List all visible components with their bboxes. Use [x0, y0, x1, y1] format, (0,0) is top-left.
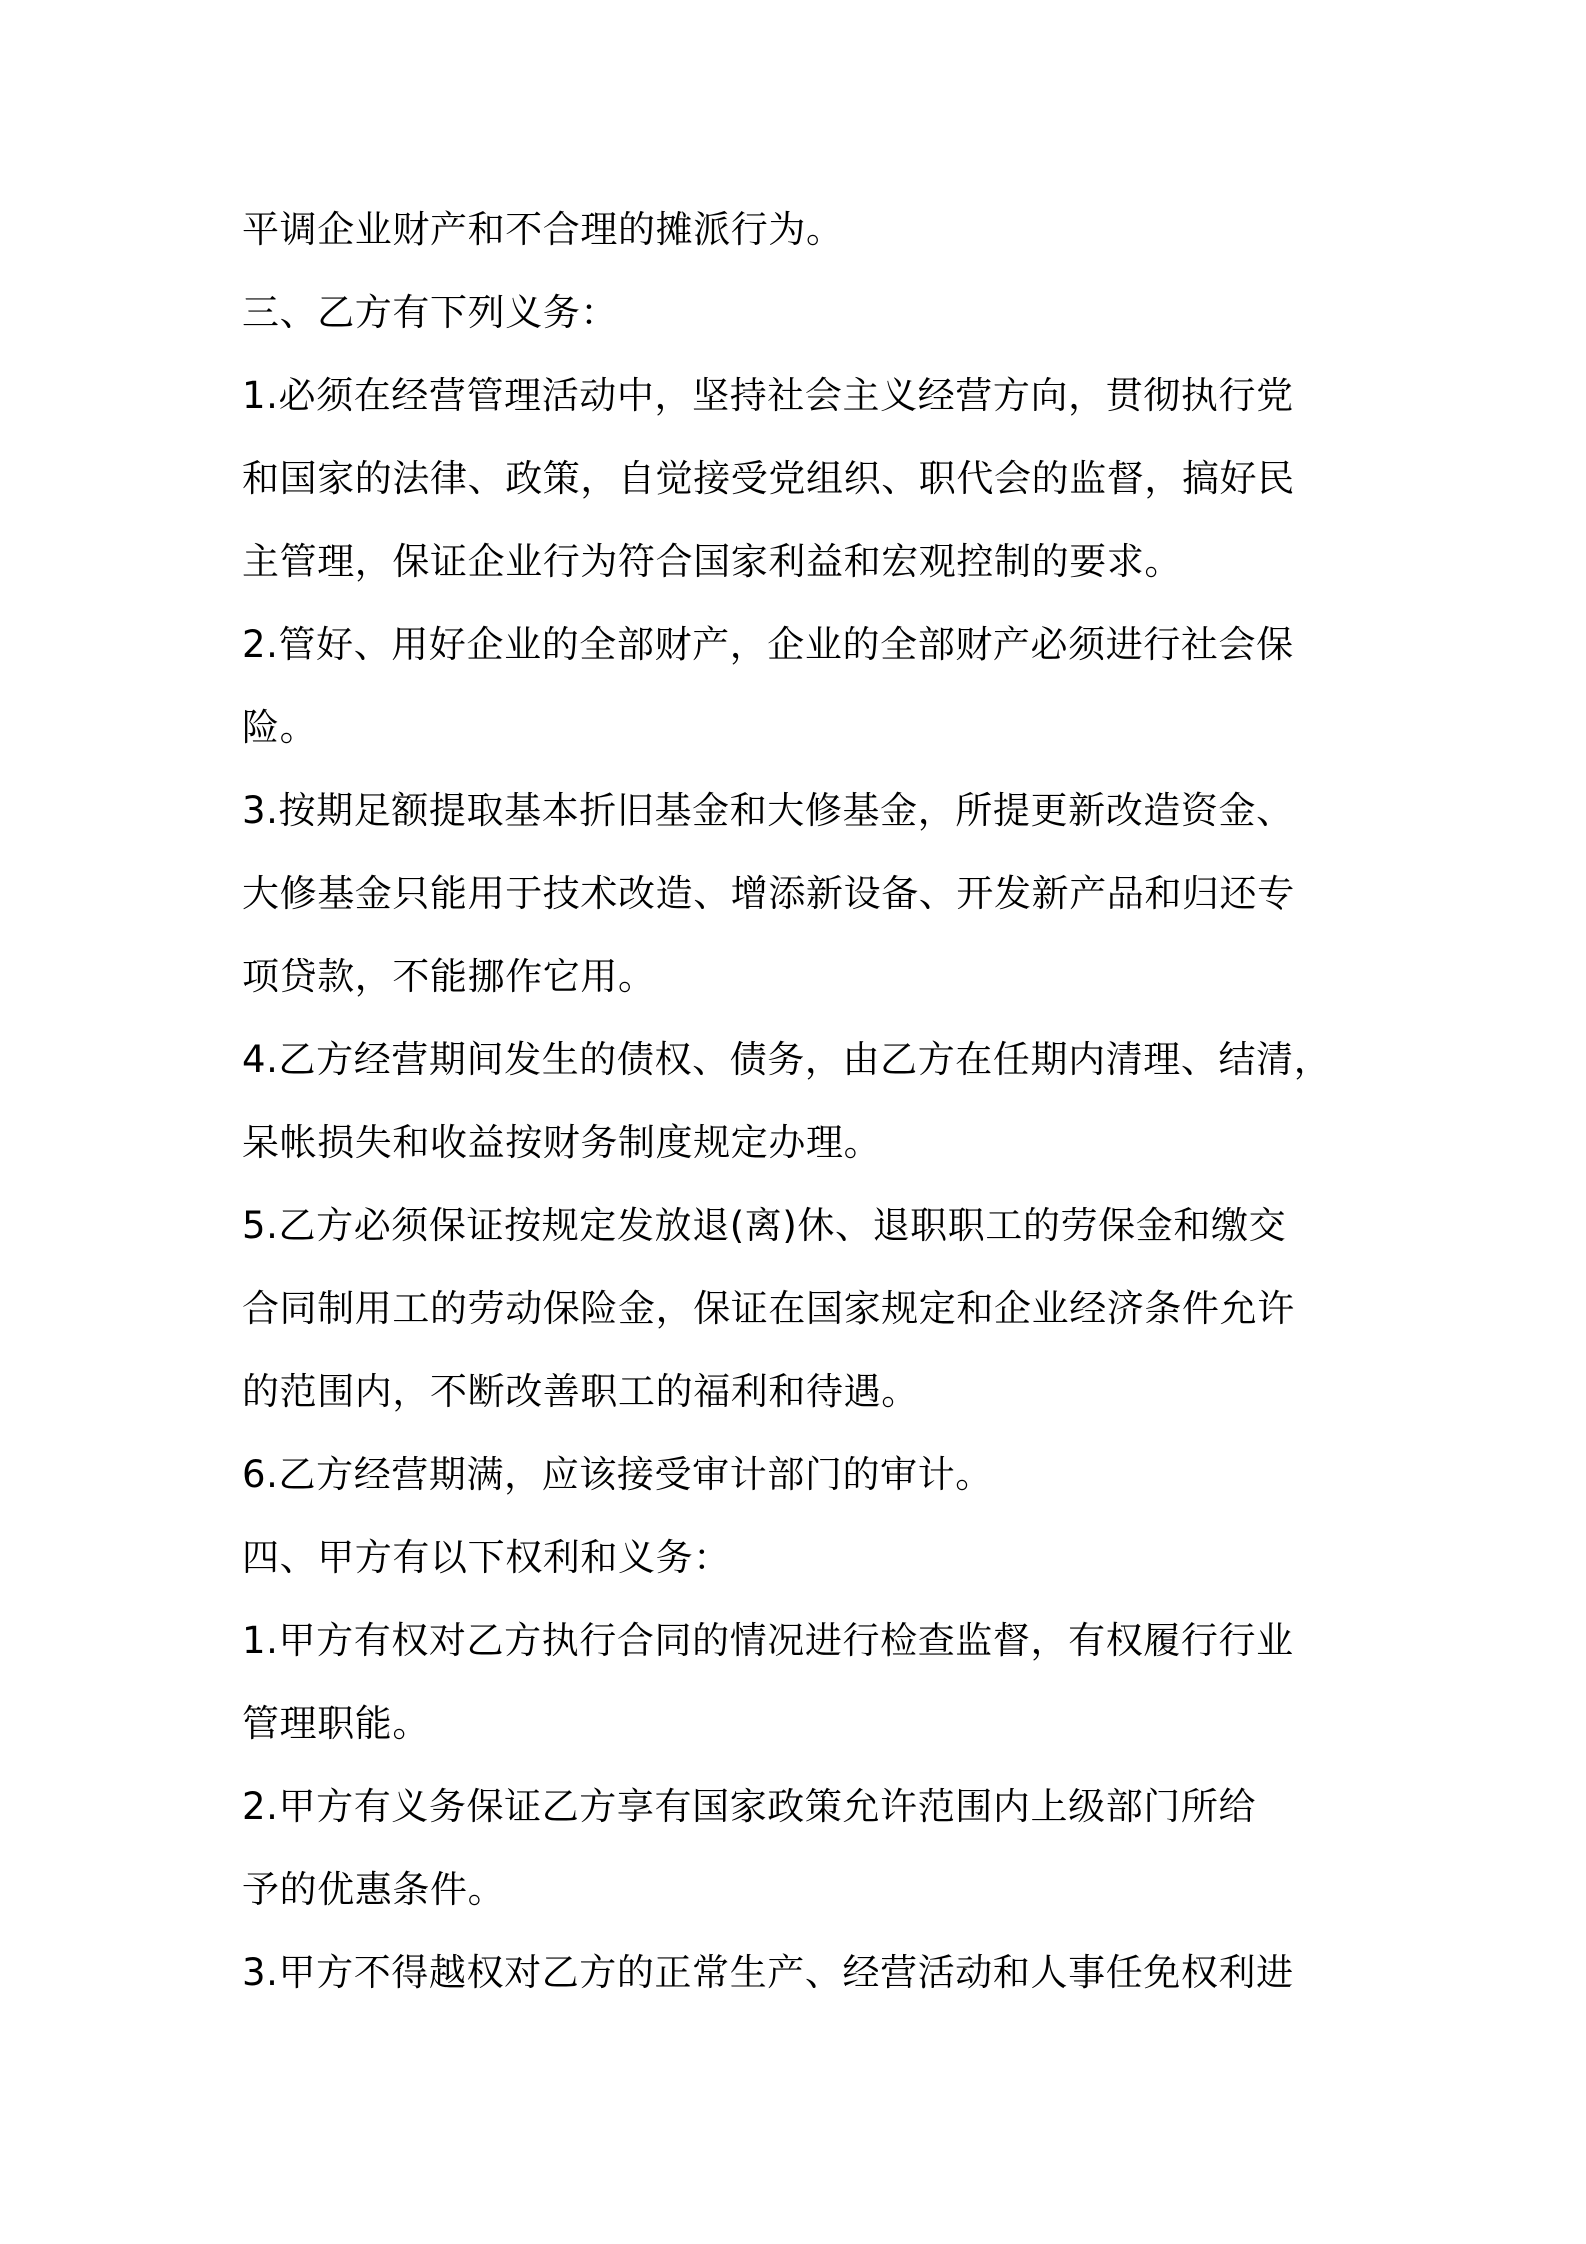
text-line: 3.甲方不得越权对乙方的正常生产、经营活动和人事任免权利进: [242, 1951, 1294, 1994]
text-line: 管理职能。: [242, 1702, 430, 1745]
text-line: 6.乙方经营期满，应该接受审计部门的审计。: [242, 1453, 993, 1496]
text-line: 5.乙方必须保证按规定发放退(离)休、退职职工的劳保金和缴交: [242, 1204, 1287, 1247]
section-heading-rights-party-a: 四、甲方有以下权利和义务：: [242, 1536, 731, 1579]
text-line: 予的优惠条件。: [242, 1868, 506, 1911]
text-line: 4.乙方经营期间发生的债权、债务，由乙方在任期内清理、结清，: [242, 1038, 1332, 1081]
text-line: 平调企业财产和不合理的摊派行为。: [242, 208, 844, 251]
text-line: 2.管好、用好企业的全部财产，企业的全部财产必须进行社会保: [242, 623, 1294, 666]
text-line: 3.按期足额提取基本折旧基金和大修基金，所提更新改造资金、: [242, 789, 1294, 832]
text-line: 大修基金只能用于技术改造、增添新设备、开发新产品和归还专: [242, 872, 1295, 915]
text-line: 合同制用工的劳动保险金，保证在国家规定和企业经济条件允许: [242, 1287, 1295, 1330]
text-line: 2.甲方有义务保证乙方享有国家政策允许范围内上级部门所给: [242, 1785, 1257, 1828]
text-line: 险。: [242, 706, 318, 749]
text-line: 的范围内，不断改善职工的福利和待遇。: [242, 1370, 919, 1413]
section-heading-obligations-party-b: 三、乙方有下列义务：: [242, 291, 618, 334]
text-line: 和国家的法律、政策，自觉接受党组织、职代会的监督，搞好民: [242, 457, 1295, 500]
text-line: 呆帐损失和收益按财务制度规定办理。: [242, 1121, 882, 1164]
text-line: 主管理，保证企业行为符合国家利益和宏观控制的要求。: [242, 540, 1182, 583]
text-line: 1.必须在经营管理活动中，坚持社会主义经营方向，贯彻执行党: [242, 374, 1294, 417]
text-line: 项贷款，不能挪作它用。: [242, 955, 656, 998]
text-line: 1.甲方有权对乙方执行合同的情况进行检查监督，有权履行行业: [242, 1619, 1294, 1662]
